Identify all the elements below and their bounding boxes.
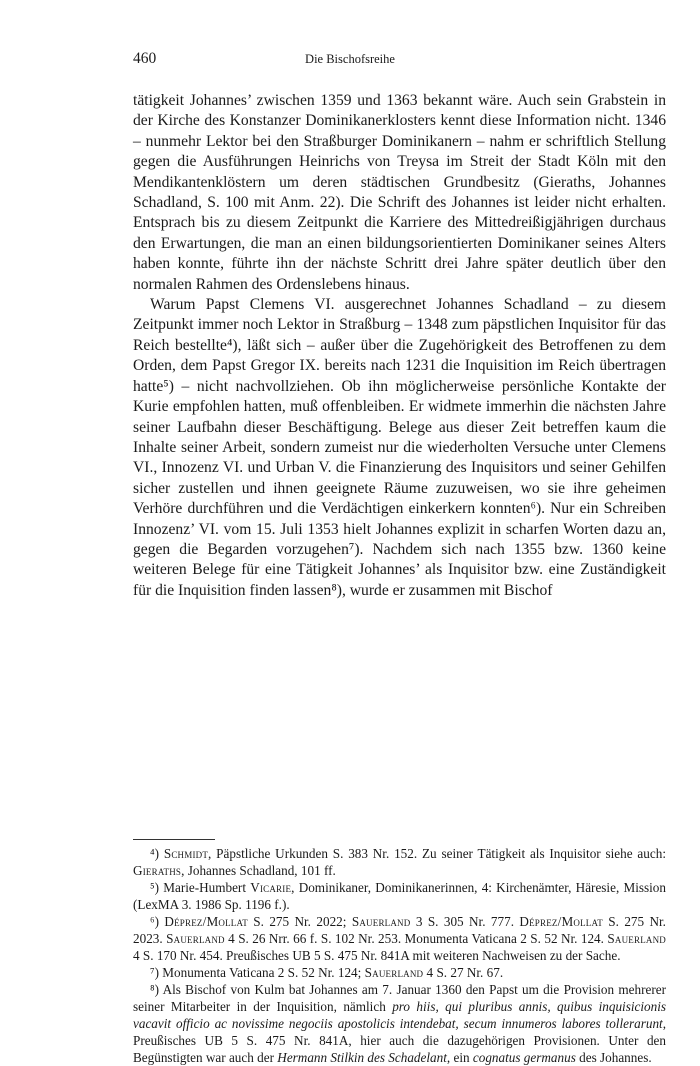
latin-term: cognatus germanus bbox=[472, 1050, 576, 1065]
footnote-text: 4 S. 26 Nrr. 66 f. S. 102 Nr. 253. Monumenta Vaticana 2 S. 52 Nr. 124. bbox=[224, 931, 608, 946]
footnote-text: S. 275 Nr. 2023. bbox=[133, 914, 666, 946]
author-name: Déprez/Mollat bbox=[519, 914, 603, 929]
running-title: Die Bischofsreihe bbox=[305, 52, 395, 66]
author-name: Schmidt bbox=[163, 846, 209, 861]
author-name: Gieraths bbox=[133, 863, 182, 878]
author-name: Vicarie bbox=[250, 880, 292, 895]
footnote-marker: ⁷) bbox=[150, 965, 163, 980]
paragraph-1: tätigkeit Johannes’ zwischen 1359 und 1363 bekannt wäre. Auch sein Grabstein in der Kirche des Konstanzer Dominikanerklosters kennt diese Information nicht. 1346 – nunmehr Lektor bei den Straßburger Dominikanern – nahm er schriftlich Stellung gegen die Ausführungen Heinrichs von Treysa im Streit der Stadt Köln mit den Mendikantenklöstern um deren städtischen Grundbesitz (Gieraths, Johannes Schadland, S. 100 mit Anm. 22). Die Schrift des Johannes ist leider nicht erhalten. Entsprach bis zu diesem Zeitpunkt die Karriere des Mittedreißigjährigen durchaus den Erwartungen, die man an einen bildungsorientierten Dominikaner seines Alters haben konnte, führte ihn der nächste Schritt drei Jahre später deutlich über den normalen Rahmen des Ordenslebens hinaus. bbox=[133, 92, 666, 293]
footnote-text: S. 275 Nr. 2022; bbox=[247, 914, 352, 929]
footnote-text: , ein bbox=[446, 1050, 473, 1065]
footnote-4 bbox=[133, 845, 666, 879]
author-name: Sauerland bbox=[351, 914, 411, 929]
footnote-8 bbox=[133, 981, 666, 1066]
paragraph-2: Warum Papst Clemens VI. ausgerechnet Johannes Schadland – zu diesem Zeitpunkt immer noch Lektor in Straßburg – 1348 zum päpstlichen Inquisitor für das Reich bestellte⁴), läßt sich – außer über die Zugehörigkeit des Betroffenen zu dem Orden, dem Papst Gregor IX. bereits nach 1231 die Inquisition im Reich übertragen hatte⁵) – nicht nachvollziehen. Ob ihn möglicherweise persönliche Kontakte der Kurie empfohlen hatten, muß offenbleiben. Er widmete immerhin die nächsten Jahre seiner Laufbahn dieser Beschäftigung. Belege aus dieser Zeit betreffen kaum die Inhalte seiner Arbeit, sondern zumeist nur die wiederholten Versuche unter Clemens VI., Innozenz VI. und Urban V. die Finanzierung des Inquisitors und seiner Gehilfen sicher zustellen und ihnen geeignete Räume zuzuweisen, wo sie ihre geheimen Verhöre durchführen und die Verdächtigen einkerkern konnten⁶). Nur ein Schreiben Innozenz’ VI. vom 15. Juli 1353 hielt Johannes explizit in scharfen Worten dazu an, gegen die Begarden vorzugehen⁷). Nachdem sich nach 1355 bzw. 1360 keine weiteren Belege für eine Tätigkeit Johannes’ als Inquisitor bzw. eine Zuständigkeit für die Inquisition finden lassen⁸), wurde er zusammen mit Bischof bbox=[133, 296, 666, 599]
author-name: Sauerland bbox=[607, 931, 667, 946]
footnote-text: Monumenta Vaticana 2 S. 52 Nr. 124; bbox=[162, 965, 365, 980]
footnote-marker: ⁶) bbox=[150, 914, 165, 929]
main-text bbox=[133, 91, 666, 601]
footnote-text: 4 S. 27 Nr. 67. bbox=[423, 965, 504, 980]
footnote-6 bbox=[133, 913, 666, 964]
footnotes bbox=[133, 845, 666, 1066]
footnote-5 bbox=[133, 879, 666, 913]
footnote-text: , Päpstliche Urkunden S. 383 Nr. 152. Zu seiner Tätigkeit als Inquisitor siehe auch: bbox=[208, 846, 666, 861]
footnote-text: , Dominikaner, Dominikanerinnen, 4: Kirchenämter, Häresie, Mission (LexMA 3. 1986 Sp. 1196 f.). bbox=[133, 880, 666, 912]
footnote-text: , Johannes Schadland, 101 ff. bbox=[181, 863, 336, 878]
author-name: Déprez/Mollat bbox=[164, 914, 248, 929]
footnote-text: 3 S. 305 Nr. 777. bbox=[410, 914, 520, 929]
author-name: Sauerland bbox=[364, 965, 424, 980]
footnote-text: des Johannes. bbox=[575, 1050, 652, 1065]
footnote-text: , Preußisches UB 5 S. 475 Nr. 841A, hier auch die dazugehörigen Provisionen. Unter den Begünstigten war auch der bbox=[133, 1016, 666, 1065]
footnote-7 bbox=[133, 964, 666, 981]
footnote-marker: ⁸) bbox=[150, 982, 163, 997]
person-name: Hermann Stilkin des Schadelant bbox=[277, 1050, 447, 1065]
page-number: 460 bbox=[133, 50, 157, 67]
footnote-text: Als Bischof von Kulm bat Johannes am 7. Januar 1360 den Papst um die Provision mehrerer seiner Mitarbeiter in der Inquisition, nämlich bbox=[133, 982, 666, 1014]
author-name: Sauerland bbox=[166, 931, 225, 946]
latin-quote: pro hiis, qui pluribus annis, quibus inquisicionis vacavit officio ac novissime negociis apostolicis intendebat, secum innumeros labores tollerarunt bbox=[133, 999, 666, 1031]
footnote-text: Marie-Humbert bbox=[163, 880, 251, 895]
footnote-divider bbox=[133, 839, 215, 840]
footnote-text: 4 S. 170 Nr. 454. Preußisches UB 5 S. 475 Nr. 841A mit weiteren Nachweisen zu der Sache. bbox=[133, 948, 621, 963]
footnote-marker: ⁵) bbox=[150, 880, 164, 895]
footnote-marker: ⁴) bbox=[150, 846, 164, 861]
